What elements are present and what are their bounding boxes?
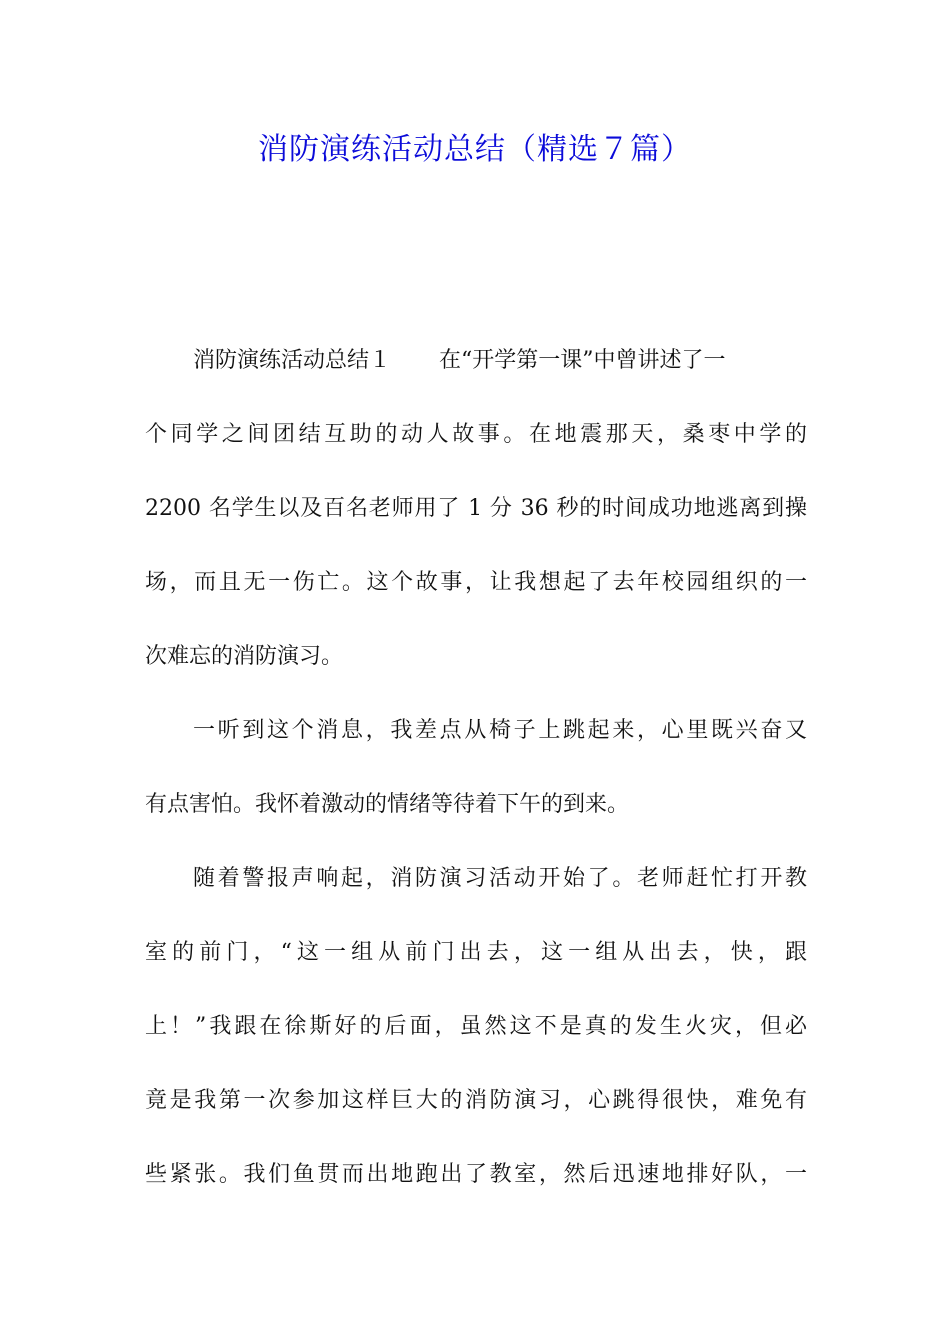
line-text: 2200 名学生以及百名老师用了 1 分 36 秒的时间成功地逃离到操 [145,496,807,521]
line-text: 有点害怕。我怀着激动的情绪等待着下午的到来。 [145,792,630,817]
line-text: 在“开学第一课”中曾讲述了一 [439,348,726,373]
line-text: 次难忘的消防演习。 [145,644,344,669]
paragraph-line-12 [145,1152,807,1226]
paragraph-line-4 [145,560,807,634]
line-text: 个同学之间团结互助的动人故事。在地震那天，桑枣中学的 [145,422,807,447]
paragraph-line-2 [145,412,807,486]
paragraph-line-5 [145,634,807,708]
paragraph-line-7 [145,782,807,856]
paragraph-line-9 [145,930,807,1004]
line-text: 些紧张。我们鱼贯而出地跑出了教室，然后迅速地排好队，一 [145,1162,807,1187]
line-text: 随着警报声响起，消防演习活动开始了。老师赶忙打开教 [193,866,807,891]
section-heading: 消防演练活动总结１ [193,348,392,373]
paragraph-line-1 [145,338,807,412]
paragraph-line-3 [145,486,807,560]
line-text: 竟是我第一次参加这样巨大的消防演习，心跳得很快，难免有 [145,1088,807,1113]
line-text: 一听到这个消息，我差点从椅子上跳起来，心里既兴奋又 [193,718,807,743]
line-text: 上！”我跟在徐斯好的后面，虽然这不是真的发生火灾，但必 [145,1014,807,1039]
document-body [145,338,807,1226]
paragraph-line-10 [145,1004,807,1078]
paragraph-line-11 [145,1078,807,1152]
document-title: 消防演练活动总结（精选７篇） [258,132,692,167]
line-text: 场，而且无一伤亡。这个故事，让我想起了去年校园组织的一 [145,570,807,595]
paragraph-line-8 [145,856,807,930]
paragraph-line-6 [145,708,807,782]
line-text: 室的前门，“这一组从前门出去，这一组从出去，快，跟 [145,940,807,965]
